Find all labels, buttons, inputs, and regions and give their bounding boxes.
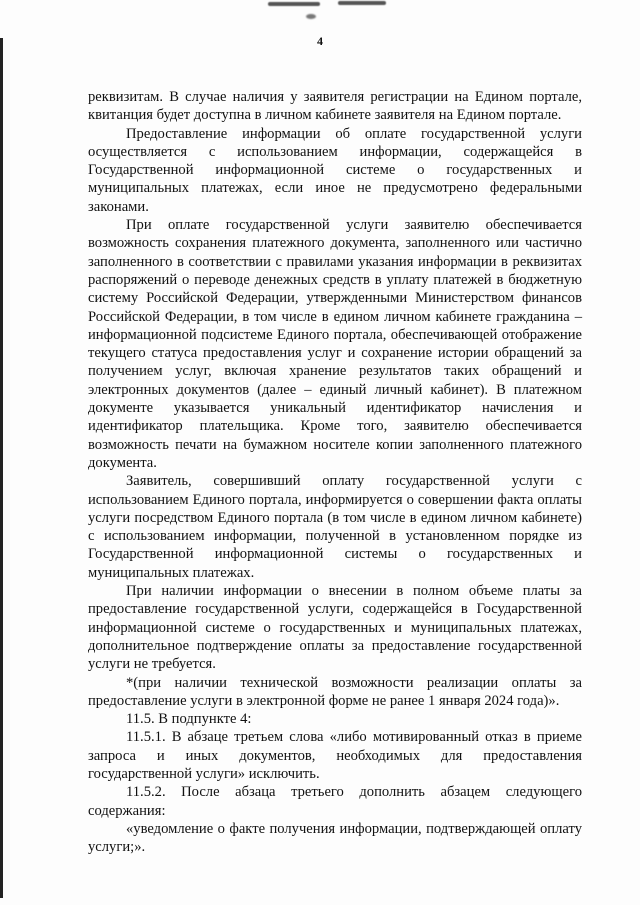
scan-artifact <box>338 1 386 5</box>
scan-artifact <box>268 2 320 6</box>
paragraph: реквизитам. В случае наличия у заявителя регистрации на Едином портале, квитанция будет доступна в личном кабинете заявителя на Едином портале. <box>88 89 582 124</box>
paragraph: 11.5.2. После абзаца третьего дополнить абзацем следующего содержания: <box>88 784 582 819</box>
page-number: 4 <box>317 34 323 48</box>
paragraph: *(при наличии технической возможности реализации оплаты за предоставление услуги в электронной форме не ранее 1 января 2024 года)». <box>88 674 582 709</box>
paragraph: Предоставление информации об оплате государственной услуги осуществляется с использованием информации, содержащейся в Государственной информационной системе о государственных и муниципальных платежах, если иное не предусмотрено федеральными законами. <box>88 125 582 215</box>
paragraph: 11.5. В подпункте 4: <box>126 711 252 728</box>
scan-left-edge <box>0 38 3 898</box>
scan-artifact <box>306 14 316 19</box>
paragraph: Заявитель, совершивший оплату государственной услуги с использованием Единого портала, информируется о совершении факта оплаты услуги посредством Единого портала (в том числе в едином личном кабинете) с использованием информации, полученной в установленном порядке из Государственной информационной системы о государственных и муниципальных платежах. <box>88 473 582 581</box>
document-body <box>88 88 582 856</box>
paragraph: При наличии информации о внесении в полном объеме платы за предоставление государственной услуги, содержащейся в Государственной информационной системе о государственных и муниципальных платежах, дополнительное подтверждение оплаты за предоставление государственной услуги не требуется. <box>88 583 582 673</box>
paragraph: «уведомление о факте получения информации, подтверждающей оплату услуги;». <box>88 820 582 856</box>
paragraph: При оплате государственной услуги заявителю обеспечивается возможность сохранения платежного документа, заполненного или частично заполненного в соответствии с правилами указания информации в реквизитах распоряжений о переводе денежных средств в уплату платежей в бюджетную систему Российской Федерации, утвержденными Министерством финансов Российской Федерации, в том числе в едином личном кабинете гражданина – информационной подсистеме Единого портала, обеспечивающей отображение текущего статуса предоставления услуг и сохранение истории обращений за получением услуг, включая хранение результатов таких обращений и электронных документов (далее – единый личный кабинет). В платежном документе указывается уникальный идентификатор начисления и идентификатор плательщика. Кроме того, заявителю обеспечивается возможность печати на бумажном носителе копии заполненного платежного документа. <box>88 217 582 471</box>
paragraph: 11.5.1. В абзаце третьем слова «либо мотивированный отказ в приеме запроса и иных документов, необходимых для предоставления государственной услуги» исключить. <box>88 729 582 782</box>
